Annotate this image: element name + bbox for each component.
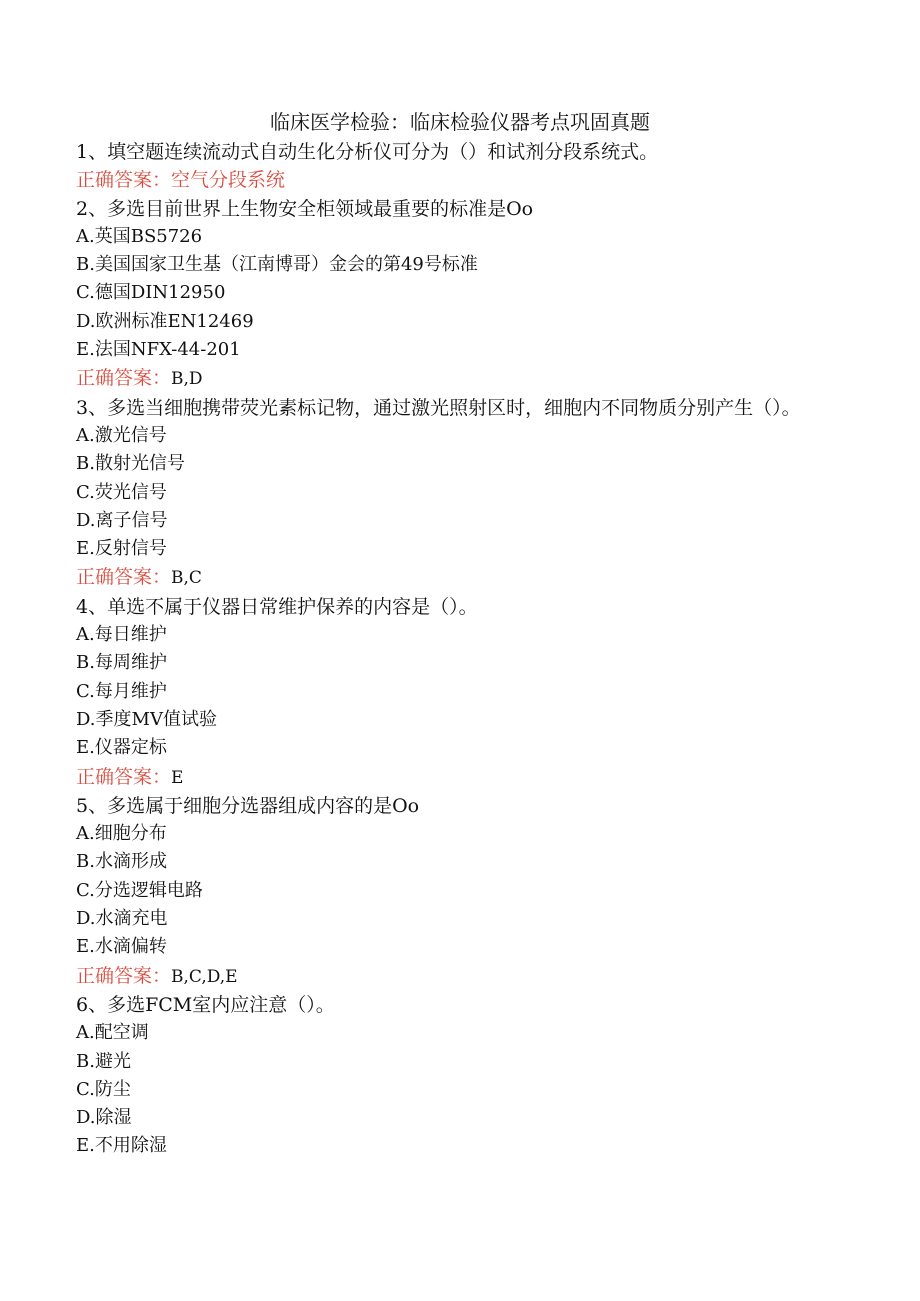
document-title: 临床医学检验：临床检验仪器考点巩固真题 — [270, 110, 650, 134]
answer-value: B,C,D,E — [171, 966, 238, 987]
answer-label: 正确答案： — [76, 765, 172, 788]
question-3-stem: 3、多选当细胞携带荧光素标记物，通过激光照射区时，细胞内不同物质分别产生（）。 — [76, 396, 801, 419]
answer-value: B,C — [171, 568, 202, 589]
answer-value: E — [171, 767, 184, 788]
question-5-option-d: D.水滴充电 — [76, 908, 168, 930]
question-list — [76, 138, 846, 1161]
question-2-option-b: B.美国国家卫生基（江南博哥）金会的第49号标准 — [76, 254, 478, 276]
question-4-option-b: B.每周维护 — [76, 652, 167, 674]
question-6-option-b: B.避光 — [76, 1050, 131, 1072]
question-5-stem: 5、多选属于细胞分选器组成内容的是Oo — [76, 794, 420, 817]
question-2-option-c: C.德国DIN12950 — [76, 282, 226, 304]
question-6-option-a: A.配空调 — [76, 1022, 149, 1044]
question-6-option-c: C.防尘 — [76, 1078, 131, 1100]
question-6-stem: 6、多选FCM室内应注意（）。 — [76, 993, 335, 1016]
question-5-option-c: C.分选逻辑电路 — [76, 879, 203, 901]
question-5-option-e: E.水滴偏转 — [76, 936, 167, 958]
question-5-option-a: A.细胞分布 — [76, 823, 167, 845]
question-1-answer — [76, 166, 846, 194]
question-4-option-e: E.仪器定标 — [76, 737, 167, 759]
question-3-option-b: B.散射光信号 — [76, 453, 185, 475]
question-3-option-c: C.荧光信号 — [76, 481, 167, 503]
answer-value: 空气分段系统 — [171, 169, 286, 192]
answer-label: 正确答案： — [76, 367, 172, 390]
question-3-option-e: E.反射信号 — [76, 538, 167, 560]
answer-label: 正确答案： — [76, 566, 172, 589]
question-3-option-a: A.激光信号 — [76, 424, 167, 446]
question-6-option-e: E.不用除湿 — [76, 1135, 167, 1157]
question-5-option-b: B.水滴形成 — [76, 851, 167, 873]
question-2-stem: 2、多选目前世界上生物安全柜领域最重要的标准是Oo — [76, 197, 534, 220]
question-4-option-a: A.每日维护 — [76, 624, 167, 646]
answer-value: B,D — [171, 369, 203, 390]
question-2-option-d: D.欧洲标准EN12469 — [76, 310, 254, 332]
question-1-stem: 1、填空题连续流动式自动生化分析仪可分为（）和试剂分段系统式。 — [76, 141, 659, 163]
question-4-option-c: C.每月维护 — [76, 680, 167, 702]
question-6-option-d: D.除湿 — [76, 1107, 132, 1129]
question-3-option-d: D.离子信号 — [76, 509, 168, 531]
answer-label: 正确答案： — [76, 169, 172, 192]
question-2-answer — [76, 364, 846, 393]
question-5-answer — [76, 962, 846, 991]
question-4-option-d: D.季度MV值试验 — [76, 708, 217, 730]
answer-label: 正确答案： — [76, 964, 172, 987]
question-3-answer — [76, 563, 846, 592]
question-2-option-e: E.法国NFX-44-201 — [76, 339, 241, 361]
question-2-option-a: A.英国BS5726 — [76, 225, 203, 247]
question-4-answer — [76, 763, 846, 792]
question-4-stem: 4、单选不属于仪器日常维护保养的内容是（）。 — [76, 595, 478, 618]
